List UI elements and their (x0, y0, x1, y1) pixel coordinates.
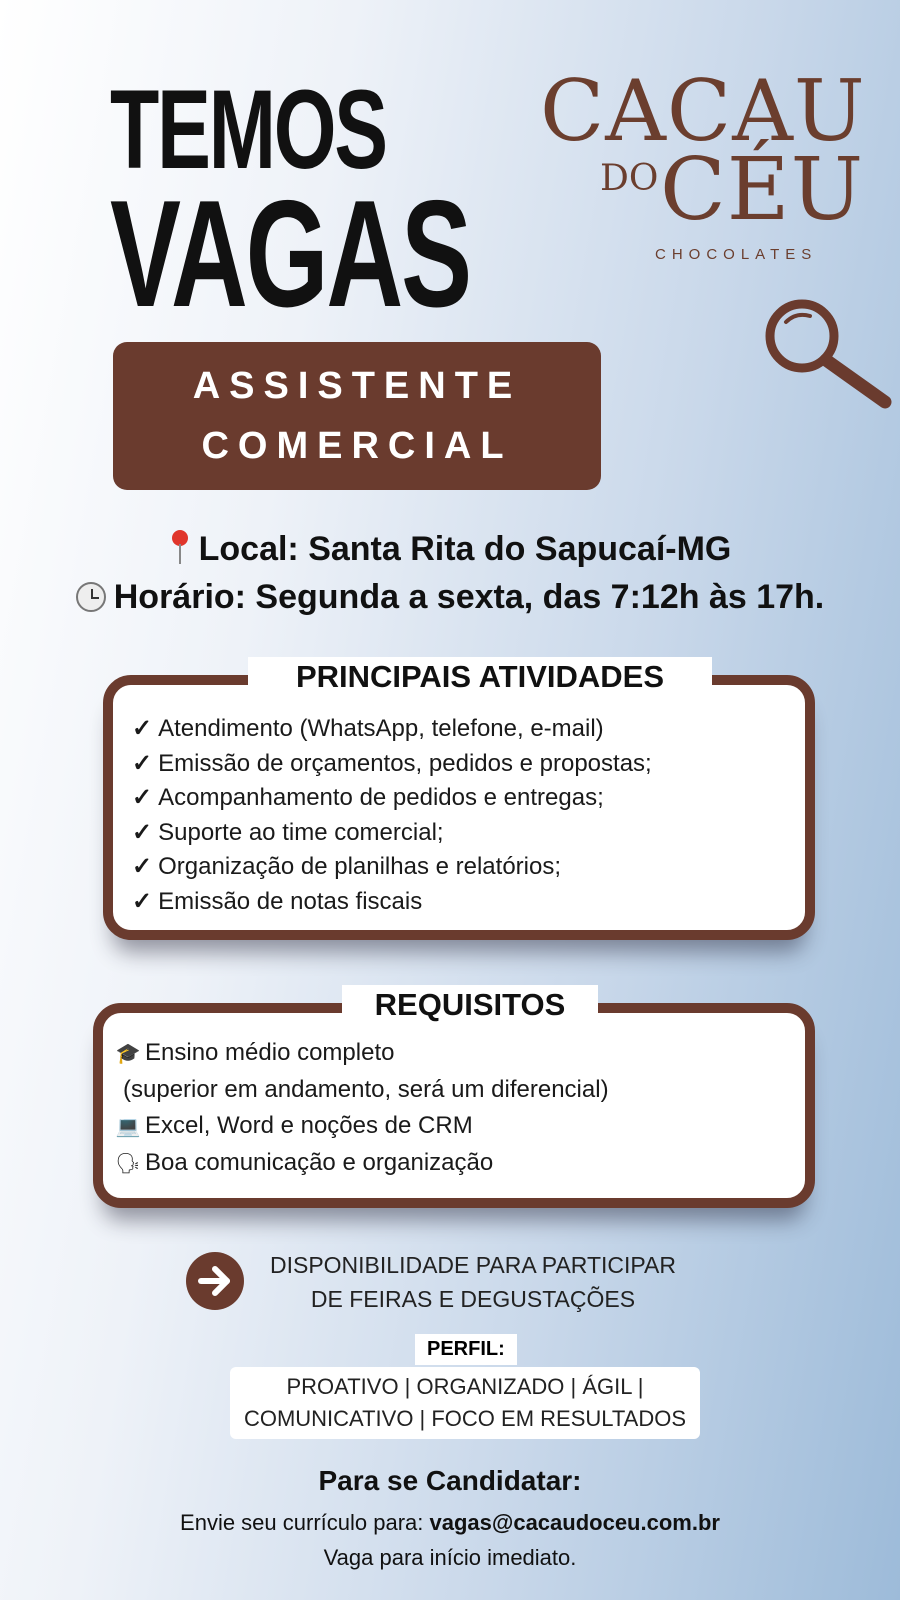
clock-icon (76, 582, 106, 612)
speaking-head-icon: 🗣 (115, 1153, 141, 1175)
check-icon: ✓ (132, 853, 153, 880)
logo-word-do: DO (600, 158, 659, 199)
availability-line-2: DE FEIRAS E DEGUSTAÇÕES (310, 1286, 636, 1312)
check-icon: ✓ (132, 887, 153, 915)
requirements-list (115, 1035, 609, 1182)
list-item: ✓ Organização de planilhas e relatórios; (132, 853, 562, 880)
map-pin-icon (169, 530, 191, 566)
profile-label: PERFIL: (415, 1334, 517, 1365)
check-icon: ✓ (132, 715, 153, 742)
apply-instructions (0, 1510, 900, 1536)
check-icon: ✓ (132, 784, 153, 811)
list-item: ✓ Atendimento (WhatsApp, telefone, e-mail) (132, 715, 604, 742)
laptop-icon: 💻 (115, 1116, 141, 1138)
apply-note: Vaga para início imediato. (323, 1545, 577, 1570)
location-text: Local: Santa Rita do Sapucaí-MG (198, 530, 732, 568)
apply-prefix: Envie seu currículo para: (180, 1510, 430, 1535)
list-item: (superior em andamento, será um diferencial) (123, 1076, 609, 1103)
schedule-text: Horário: Segunda a sexta, das 7:12h às 17h. (113, 578, 825, 616)
job-title-box (113, 342, 601, 490)
job-title-line-1: ASSISTENTE (192, 365, 522, 407)
list-item: ✓ Acompanhamento de pedidos e entregas; (132, 784, 604, 811)
check-icon: ✓ (132, 818, 153, 846)
profile-line-1: PROATIVO | ORGANIZADO | ÁGIL | (286, 1374, 644, 1399)
logo-word-ceu: CÉU (660, 140, 865, 240)
magnifier-icon (760, 296, 900, 416)
list-item: ✓ Emissão de orçamentos, pedidos e propostas; (132, 749, 652, 777)
logo-word-cacau: CACAU (540, 62, 866, 160)
activities-title: PRINCIPAIS ATIVIDADES (248, 657, 712, 697)
requirements-title: REQUISITOS (342, 985, 598, 1025)
check-icon: ✓ (132, 749, 153, 777)
job-title-line-2: COMERCIAL (201, 425, 513, 467)
logo-tagline: CHOCOLATES (655, 246, 818, 263)
schedule-line (0, 578, 900, 617)
apply-title: Para se Candidatar: (318, 1465, 582, 1496)
arrow-right-icon (186, 1252, 244, 1310)
headline-line-1: TEMOS (110, 67, 386, 192)
profile-line-2: COMUNICATIVO | FOCO EM RESULTADOS (243, 1406, 687, 1431)
list-item: ✓ Emissão de notas fiscais (132, 887, 423, 915)
list-item: 💻 Excel, Word e noções de CRM (115, 1108, 609, 1145)
graduation-cap-icon: 🎓 (115, 1043, 141, 1065)
activities-list (132, 712, 652, 919)
list-item: 🗣 Boa comunicação e organização (115, 1145, 609, 1182)
list-item: 🎓 Ensino médio completo (115, 1035, 609, 1072)
availability-line-1: DISPONIBILIDADE PARA PARTICIPAR (269, 1252, 676, 1278)
list-item: ✓ Suporte ao time comercial; (132, 818, 444, 846)
profile-traits (230, 1367, 700, 1439)
availability-note (258, 1248, 688, 1316)
headline-line-2: VAGAS (110, 169, 470, 339)
apply-email-link[interactable]: vagas@cacaudoceu.com.br (429, 1510, 720, 1535)
location-line (0, 530, 900, 569)
